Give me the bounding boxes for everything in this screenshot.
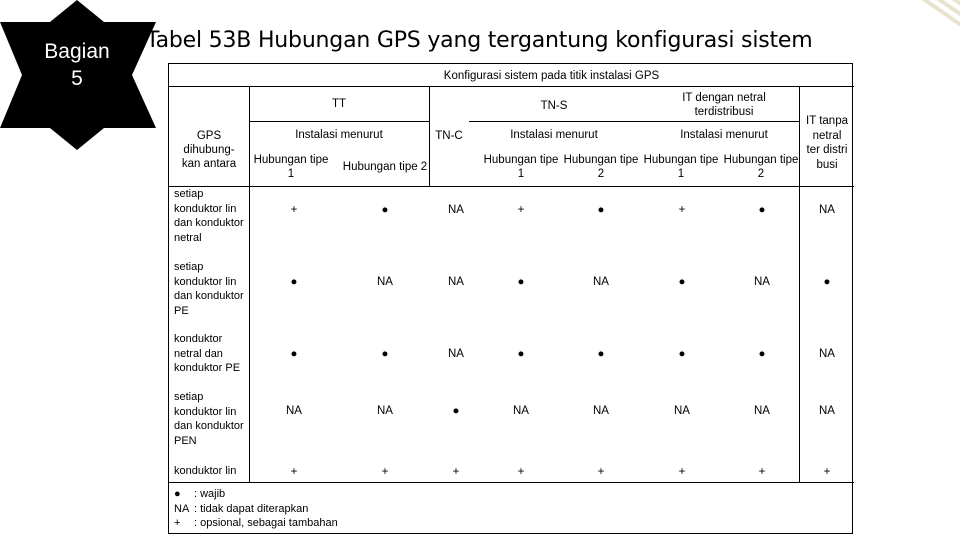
- table-cell: NA: [819, 348, 835, 360]
- badge-line2: 5: [71, 67, 83, 90]
- install-by-tt: Instalasi menurut: [295, 129, 383, 141]
- table-cell: NA: [754, 405, 770, 417]
- table-cell: ●: [678, 276, 686, 288]
- table-cell: +: [517, 466, 525, 478]
- table-cell: +: [290, 466, 298, 478]
- legend-key: +: [174, 517, 181, 529]
- page-title: Tabel 53B Hubungan GPS yang tergantung konfigurasi sistem: [146, 28, 813, 53]
- legend-key: ●: [174, 488, 181, 500]
- table-cell: ●: [517, 276, 525, 288]
- section-badge: [27, 38, 127, 92]
- table-cell: ●: [678, 348, 686, 360]
- gps-table: [168, 63, 853, 534]
- legend-item: [174, 516, 338, 531]
- table-cell: ●: [597, 348, 605, 360]
- install-by-it: Instalasi menurut: [680, 129, 768, 141]
- table-cell: +: [678, 204, 686, 216]
- table-cell: ●: [381, 204, 389, 216]
- legend-text: : wajib: [194, 488, 226, 500]
- table-cell: NA: [593, 276, 609, 288]
- legend: [174, 487, 338, 531]
- table-cell: NA: [819, 405, 835, 417]
- it-conn1: Hubungan tipe 1: [643, 154, 719, 180]
- table-cell: ●: [597, 204, 605, 216]
- decorative-stripes: [890, 0, 960, 40]
- row-label: setiap konduktor lin dan konduktor netral: [174, 188, 244, 244]
- system-it-wn: IT tanpa netral ter distri busi: [806, 115, 848, 171]
- table-cell: NA: [593, 405, 609, 417]
- table-cell: ●: [290, 348, 298, 360]
- tns-conn2: Hubungan tipe 2: [563, 154, 639, 180]
- table-cell: +: [823, 466, 831, 478]
- system-tt: TT: [331, 98, 347, 110]
- tns-conn1: Hubungan tipe 1: [483, 154, 559, 180]
- table-cell: NA: [448, 204, 464, 216]
- table-cell: ●: [517, 348, 525, 360]
- badge-line1: Bagian: [44, 40, 110, 63]
- table-cell: NA: [448, 348, 464, 360]
- table-cell: +: [597, 466, 605, 478]
- table-cell: ●: [381, 348, 389, 360]
- row-label: konduktor netral dan konduktor PE: [174, 333, 241, 374]
- table-cell: +: [381, 466, 389, 478]
- table-cell: NA: [674, 405, 690, 417]
- system-tnc: TN-C: [435, 130, 463, 142]
- system-tns: TN-S: [540, 100, 568, 112]
- table-cell: ●: [452, 405, 460, 417]
- row-label: setiap konduktor lin dan konduktor PEN: [174, 391, 244, 447]
- table-cell: NA: [513, 405, 529, 417]
- row-label: setiap konduktor lin dan konduktor PE: [174, 261, 244, 317]
- install-by-tns: Instalasi menurut: [510, 129, 598, 141]
- legend-key: NA: [174, 502, 190, 515]
- legend-text: : tidak dapat diterapkan: [194, 502, 309, 515]
- tt-conn1: Hubungan tipe 1: [253, 154, 329, 180]
- table-cell: NA: [377, 405, 393, 417]
- legend-text: : opsional, sebagai tambahan: [194, 517, 338, 529]
- system-it-nd: IT dengan netral terdistribusi: [682, 92, 766, 118]
- tt-conn2: Hubungan tipe 2: [342, 161, 428, 173]
- it-conn2: Hubungan tipe 2: [723, 154, 799, 180]
- table-cell: ●: [758, 348, 766, 360]
- table-cell: NA: [819, 204, 835, 216]
- legend-item: [174, 502, 338, 517]
- legend-item: [174, 487, 338, 502]
- table-cell: +: [758, 466, 766, 478]
- top-header: Konfigurasi sistem pada titik instalasi GPS: [443, 70, 660, 82]
- table-cell: +: [452, 466, 460, 478]
- table-cell: NA: [286, 405, 302, 417]
- table-cell: +: [290, 204, 298, 216]
- table-cell: +: [517, 204, 525, 216]
- table-cell: +: [678, 466, 686, 478]
- table-cell: ●: [758, 204, 766, 216]
- table-cell: NA: [377, 276, 393, 288]
- table-cell: NA: [754, 276, 770, 288]
- row-label: konduktor lin: [174, 465, 237, 477]
- row-header: GPS dihubung-kan antara: [181, 130, 237, 170]
- table-cell: NA: [448, 276, 464, 288]
- table-cell: ●: [290, 276, 298, 288]
- table-cell: ●: [823, 276, 831, 288]
